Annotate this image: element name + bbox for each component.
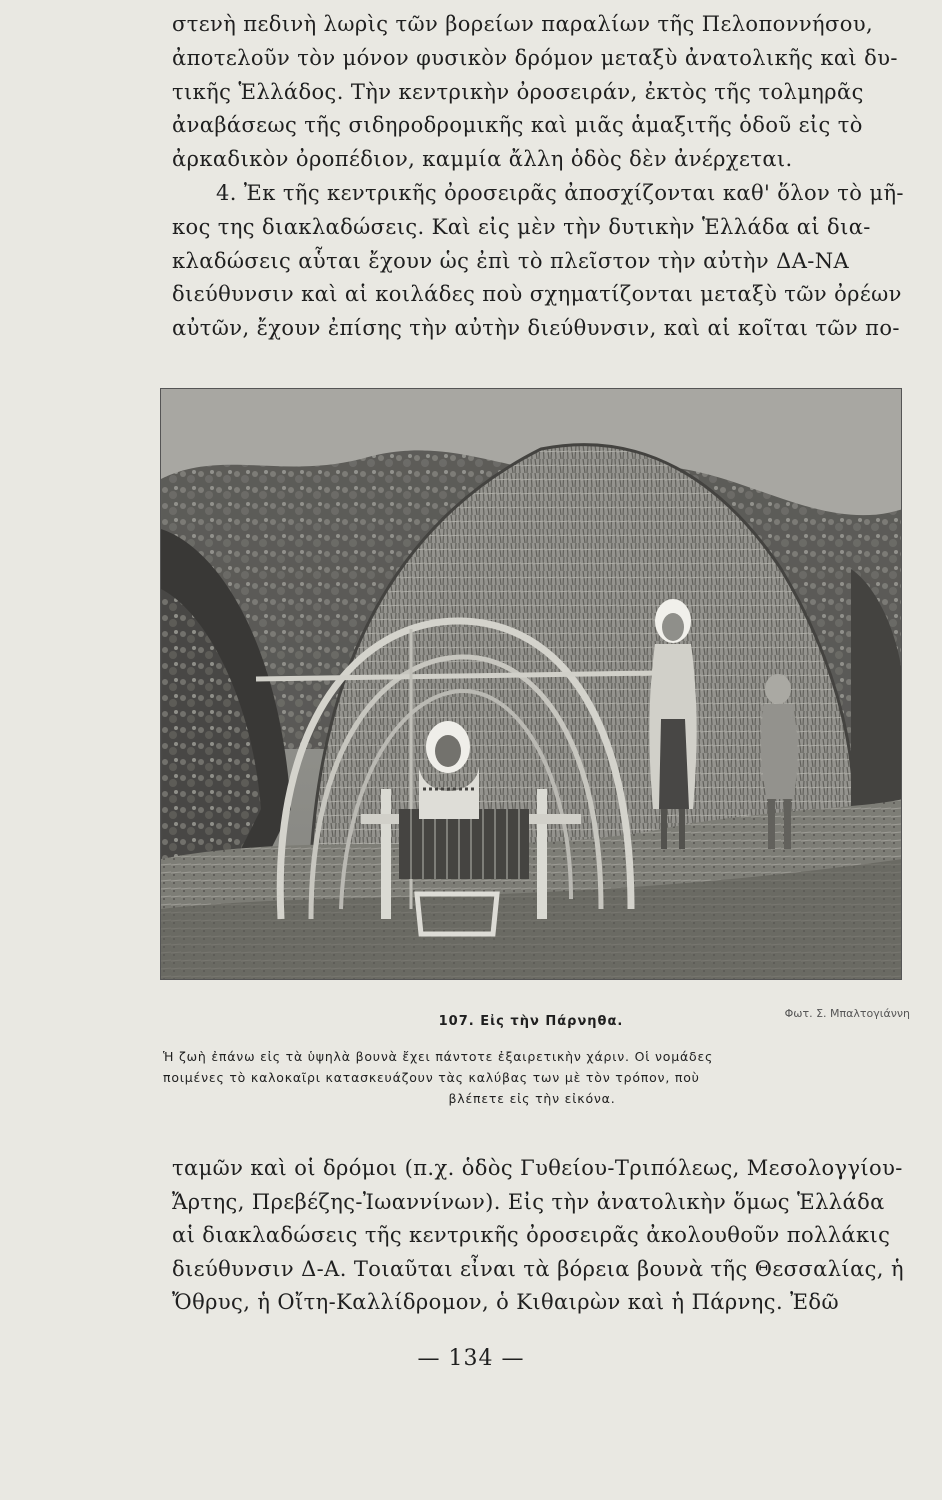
hut-photograph bbox=[161, 389, 902, 980]
text-line: ταμῶν καὶ οἱ δρόμοι (π.χ. ὁδὸς Γυθείου-Τριπόλεως, Μεσολογγίου- bbox=[172, 1156, 903, 1180]
bottom-paragraph bbox=[172, 1152, 904, 1320]
text-line: αἱ διακλαδώσεις τῆς κεντρικῆς ὀροσειρᾶς ἀκολουθοῦν πολλάκις bbox=[172, 1223, 891, 1247]
figure-caption bbox=[163, 1046, 901, 1109]
text-line: τικῆς Ἑλλάδος. Τὴν κεντρικὴν ὀροσειράν, ἐκτὸς τῆς τολμηρᾶς bbox=[172, 79, 864, 104]
text-line: Ἄρτης, Πρεβέζης-Ἰωαννίνων). Εἰς τὴν ἀνατολικὴν ὅμως Ἑλλάδα bbox=[172, 1189, 885, 1214]
caption-line: βλέπετε εἰς τὴν εἰκόνα. bbox=[448, 1091, 616, 1106]
figure-photo bbox=[160, 388, 902, 980]
text-line: διεύθυνσιν καὶ αἱ κοιλάδες ποὺ σχηματίζονται μεταξὺ τῶν ὀρέων bbox=[172, 282, 902, 307]
text-line: Ὄθρυς, ἡ Οἴτη-Καλλίδρομον, ὁ Κιθαιρὼν καὶ ἡ Πάρνης. Ἐδῶ bbox=[172, 1290, 839, 1314]
text-line: στενὴ πεδινὴ λωρὶς τῶν βορείων παραλίων τῆς Πελοποννήσου, bbox=[172, 12, 874, 36]
figure-caption-title: 107. Εἰς τὴν Πάρνηθα. bbox=[438, 1014, 624, 1029]
text-line: ἀναβάσεως τῆς σιδηροδρομικῆς καὶ μιᾶς ἁμαξιτῆς ὁδοῦ εἰς τὸ bbox=[172, 113, 863, 138]
text-line: κος της διακλαδώσεις. Καὶ εἰς μὲν τὴν δυτικὴν Ἑλλάδα αἱ δια- bbox=[172, 214, 871, 239]
page-number: — 134 — bbox=[417, 1346, 525, 1371]
text-line: κλαδώσεις αὗται ἔχουν ὡς ἐπὶ τὸ πλεῖστον τὴν αὐτὴν ΔΑ-ΝΑ bbox=[172, 248, 850, 273]
top-paragraph bbox=[172, 8, 904, 346]
caption-line: Ἡ ζωὴ ἐπάνω εἰς τὰ ὑψηλὰ βουνὰ ἔχει πάντοτε ἐξαιρετικὴν χάριν. Οἱ νομάδες bbox=[163, 1049, 714, 1064]
caption-line: ποιμένες τὸ καλοκαῖρι κατασκευάζουν τὰς καλύβας των μὲ τὸν τρόπον, ποὺ bbox=[163, 1070, 700, 1085]
text-line: ἀποτελοῦν τὸν μόνον φυσικὸν δρόμον μεταξὺ ἀνατολικῆς καὶ δυ- bbox=[172, 45, 898, 70]
photo-credit: Φωτ. Σ. Μπαλτογιάννη bbox=[784, 1007, 910, 1020]
text-line: αὐτῶν, ἔχουν ἐπίσης τὴν αὐτὴν διεύθυνσιν, καὶ αἱ κοῖται τῶν πο- bbox=[172, 316, 900, 341]
text-line: διεύθυνσιν Δ-Α. Τοιαῦται εἶναι τὰ βόρεια βουνὰ τῆς Θεσσαλίας, ἡ bbox=[172, 1256, 904, 1281]
text-line: 4. Ἐκ τῆς κεντρικῆς ὀροσειρᾶς ἀποσχίζονται καθ' ὅλον τὸ μῆ- bbox=[216, 180, 904, 205]
text-line: ἀρκαδικὸν ὀροπέδιον, καμμία ἄλλη ὁδὸς δὲν ἀνέρχεται. bbox=[172, 147, 793, 172]
